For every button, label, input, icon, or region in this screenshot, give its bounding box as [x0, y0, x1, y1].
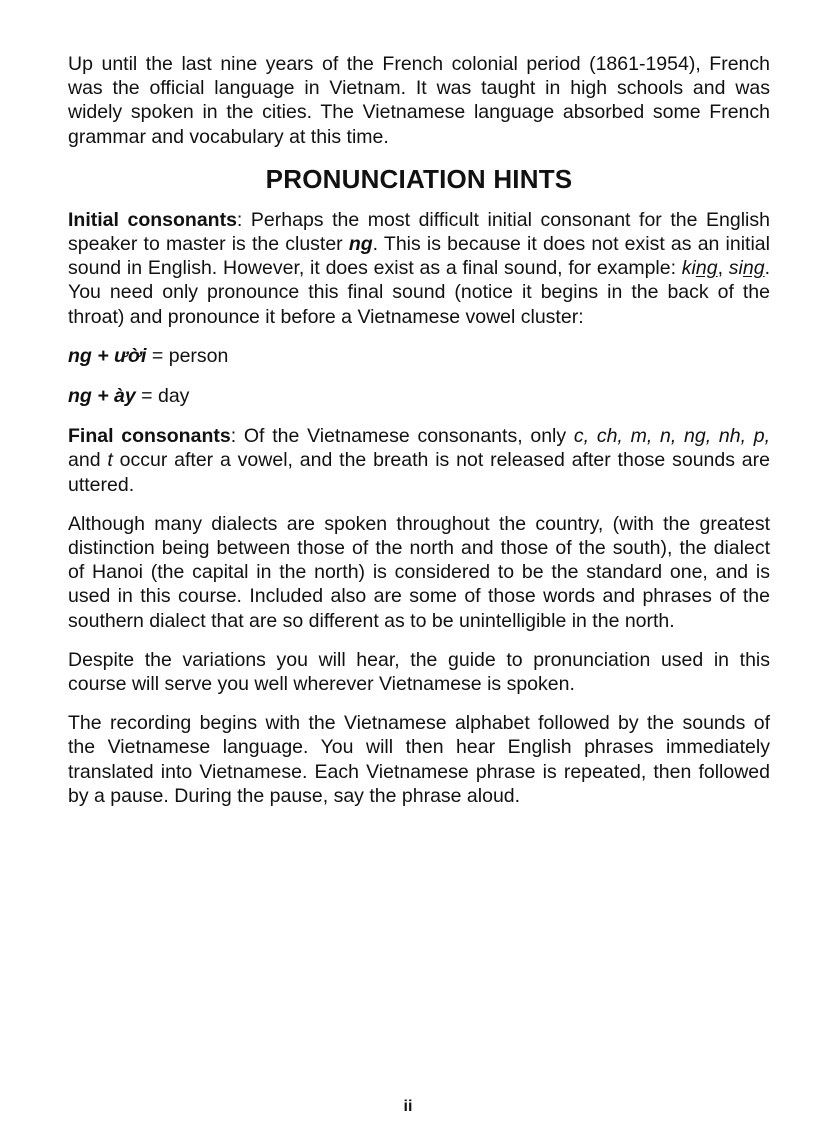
- recording-paragraph: The recording begins with the Vietnamese alphabet followed by the sounds of the Vietnamese language. You will then hear English phrases immediately translated into Vietnamese. Each Vietnamese phrase is repeated, then followed by a pause. During the pause, say the phrase aloud.: [68, 712, 770, 807]
- final-letters: c, ch, m, n, ng, nh, p,: [573, 425, 771, 448]
- intro-paragraph: Up until the last nine years of the French colonial period (1861-1954), French was the official language in Vietnam. It was taught in high schools and was widely spoken in the cities. The Vietnamese language absorbed some French grammar and vocabulary at this time.: [68, 53, 770, 148]
- dialects-paragraph: Although many dialects are spoken throughout the country, (with the greatest distinction being between those of the north and those of the south), the dialect of Hanoi (the capital in the north) is considered to be the standard one, and is used in this course. Included also are some of those words and phrases of the southern dialect that are so different as to be unintelligible in the north.: [68, 512, 770, 632]
- example-prefix: ng +: [68, 344, 115, 367]
- final-text-c: occur after a vowel, and the breath is not released after those sounds are uttered.: [68, 449, 770, 496]
- example-meaning: day: [157, 385, 190, 408]
- ng-cluster: ng: [348, 233, 373, 256]
- example-king-underlined: ng: [695, 257, 718, 280]
- example-separator: ,: [717, 257, 729, 280]
- page-number: ii: [403, 1098, 413, 1115]
- final-letter-t: t: [107, 449, 113, 472]
- final-consonants-paragraph: [68, 424, 770, 497]
- variations-paragraph: Despite the variations you will hear, the guide to pronunciation used in this course will serve you well wherever Vietnamese is spoken.: [68, 648, 770, 696]
- initial-text-b: . This is because it does not exist as an initial sound in English. However, it does exist as a final sound, for example:: [68, 233, 770, 280]
- final-text-a: Of the Vietnamese consonants, only: [236, 425, 574, 448]
- example-meaning: person: [168, 344, 229, 367]
- section-heading: PRONUNCIATION HINTS: [265, 163, 573, 194]
- final-text-b: and: [68, 449, 108, 472]
- initial-consonants-paragraph: [68, 208, 770, 329]
- example-sing-underlined: ng: [742, 257, 765, 280]
- initial-text-c: . You need only pronounce this final sound (notice it begins in the back of the throat) and pronounce it before a Vietnamese vowel cluster:: [68, 257, 770, 328]
- example-day: [68, 384, 770, 408]
- example-person: [68, 344, 770, 368]
- example-vowel-cluster: ười: [114, 344, 147, 367]
- initial-colon: :: [236, 208, 243, 231]
- final-colon: :: [230, 425, 237, 448]
- example-sing-pre: si: [728, 257, 743, 280]
- example-king-pre: ki: [681, 257, 696, 280]
- initial-text-a: Perhaps the most difficult initial consonant for the English speaker to master is the cluster: [68, 208, 770, 256]
- final-consonants-label: Final consonants: [68, 425, 231, 448]
- example-prefix: ng +: [68, 385, 115, 408]
- example-vowel-cluster: ày: [114, 385, 136, 408]
- initial-consonants-label: Initial consonants: [68, 208, 237, 231]
- example-equals: =: [135, 385, 158, 408]
- example-equals: =: [146, 344, 169, 367]
- page-body: [68, 52, 770, 823]
